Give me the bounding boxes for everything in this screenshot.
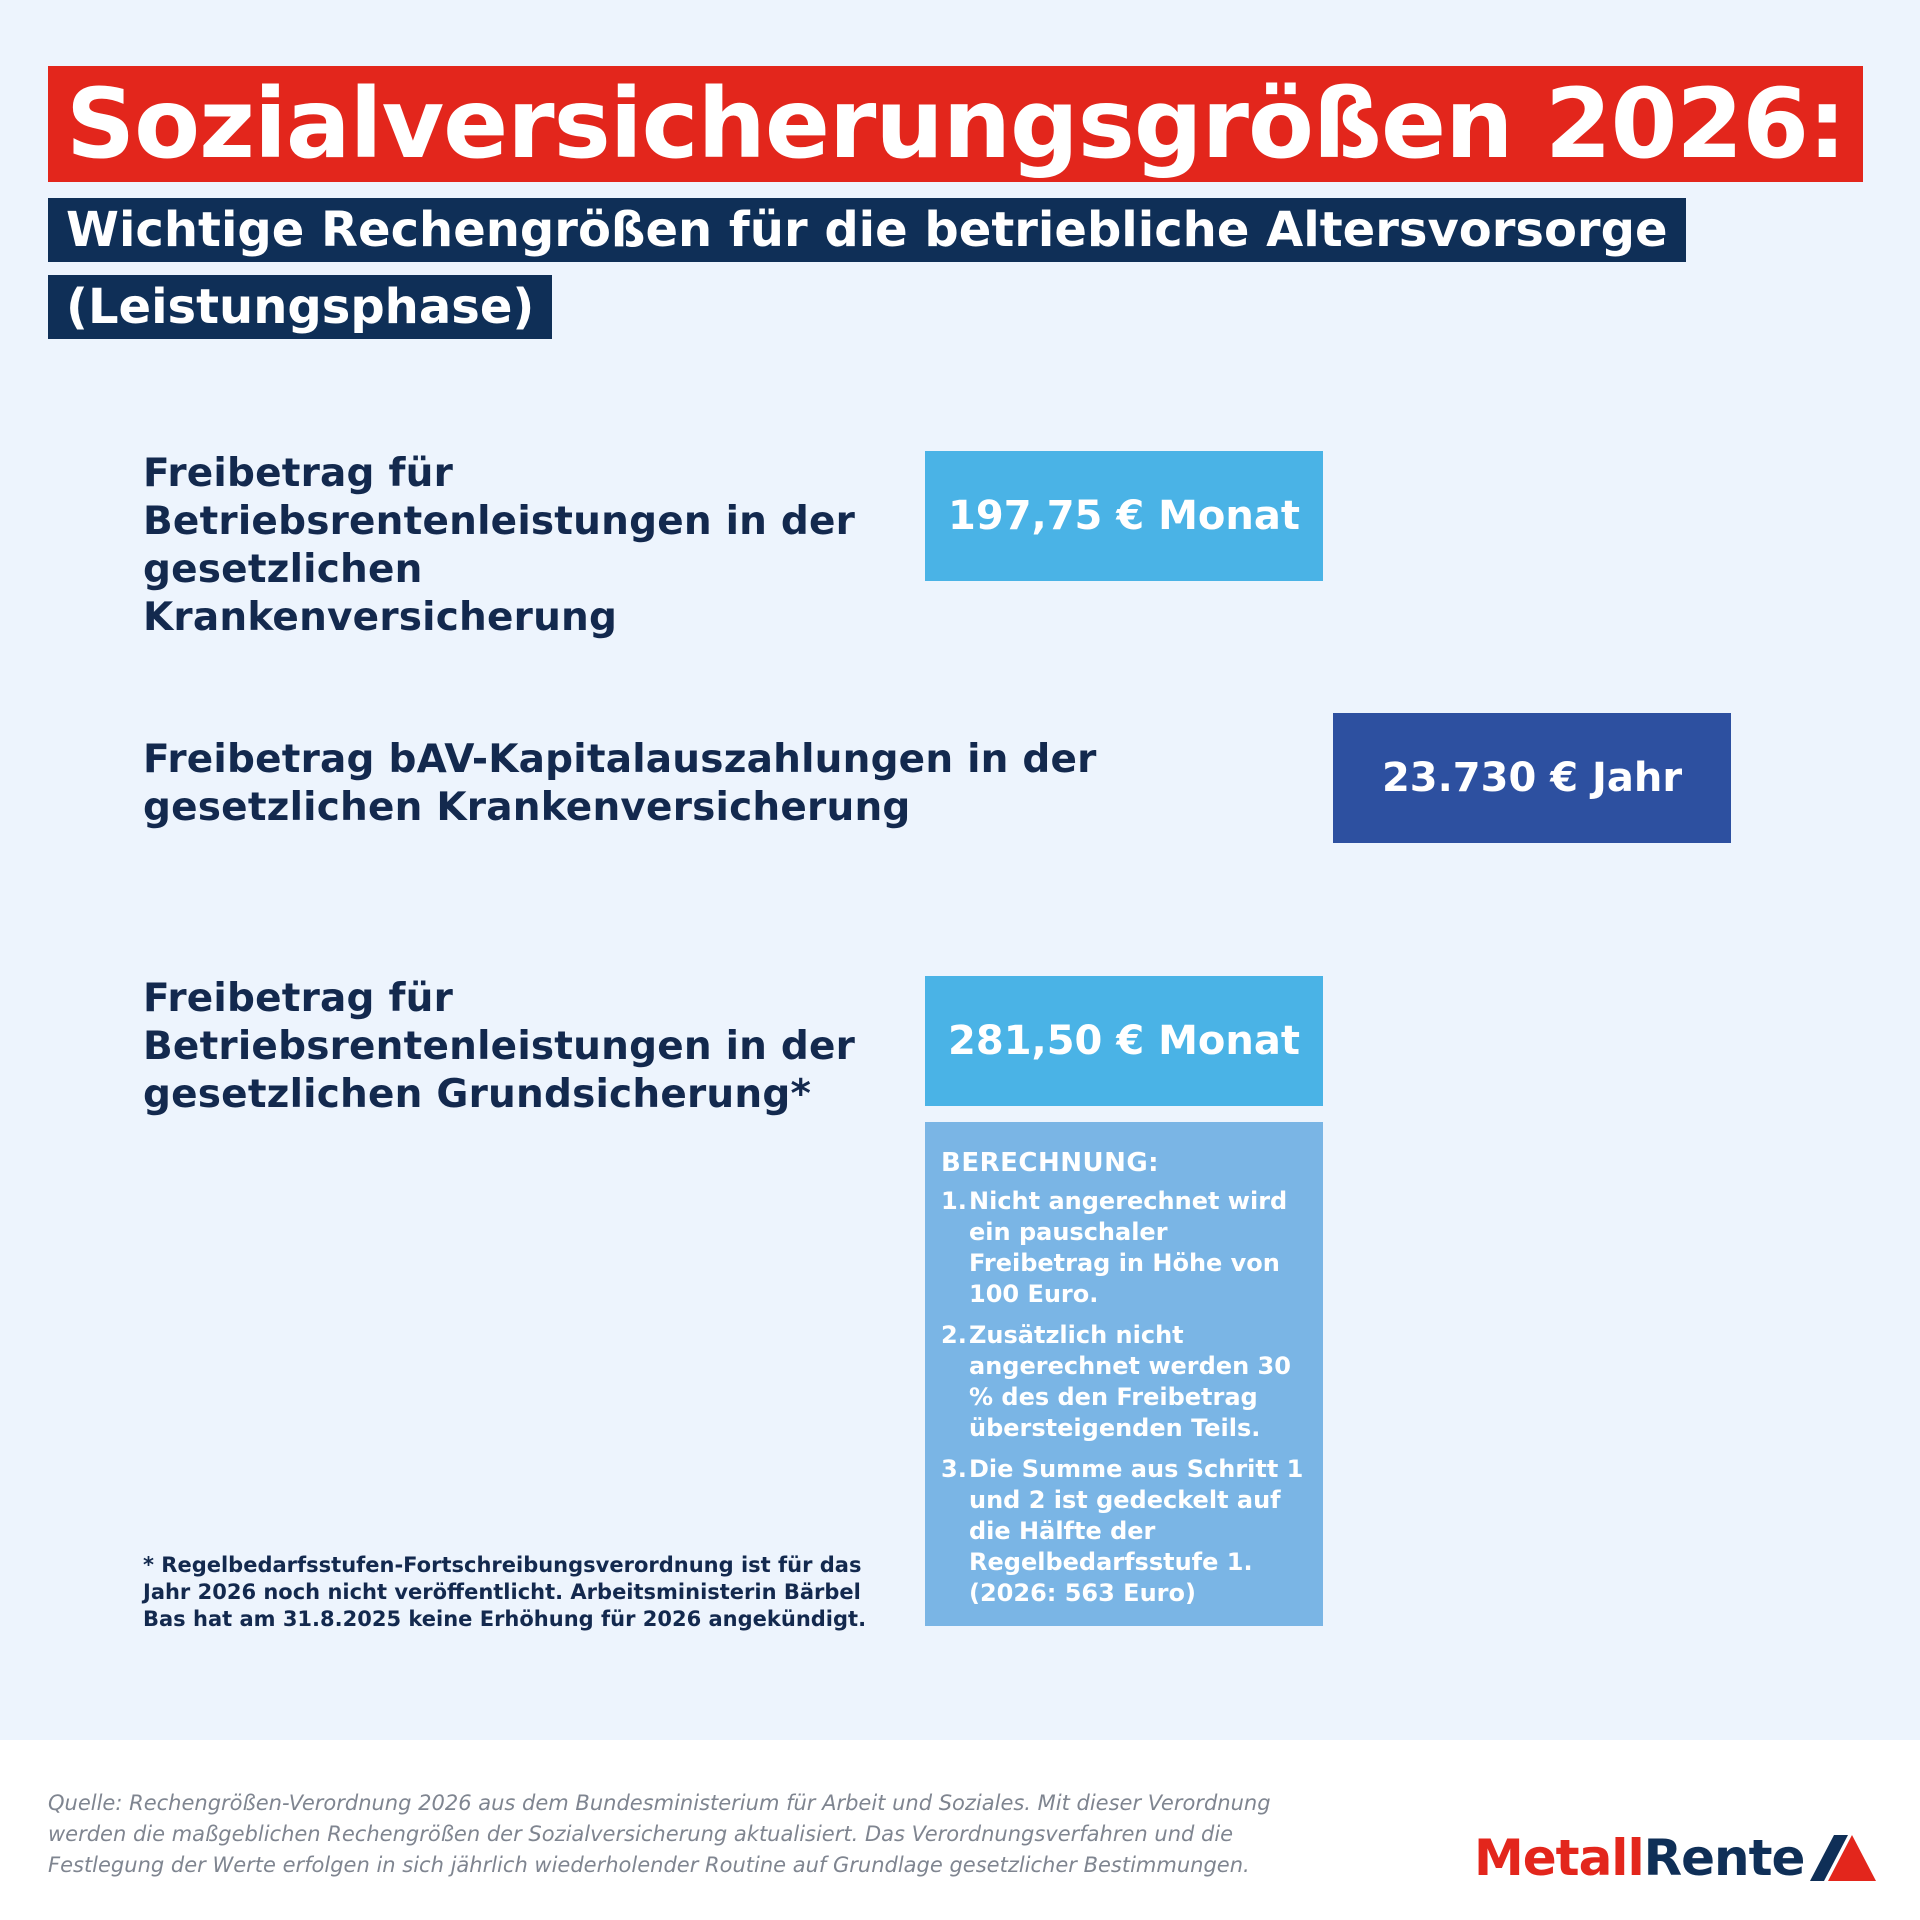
calculation-box	[925, 1122, 1323, 1626]
step-text: Die Summe aus Schritt 1 und 2 ist gedeckelt auf die Hälfte der Regelbedarfsstufe 1. (2026: 563 Euro)	[969, 1455, 1304, 1607]
calculation-step	[941, 1320, 1307, 1444]
step-number: 1.	[941, 1187, 967, 1215]
calculation-step	[941, 1454, 1307, 1609]
logo-text-metall: Metall	[1474, 1829, 1644, 1887]
item-label-kv-kapitalauszahlung: Freibetrag bAV-Kapitalauszahlungen in der gesetzlichen Krankenversicherung	[143, 737, 1097, 830]
step-text: Nicht angerechnet wird ein pauschaler Freibetrag in Höhe von 100 Euro.	[969, 1187, 1288, 1308]
value-badge-kv-kapitalauszahlung: 23.730 € Jahr	[1333, 713, 1731, 843]
calculation-step	[941, 1186, 1307, 1310]
page-title: Sozialversicherungsgrößen 2026:	[48, 66, 1863, 182]
page-subtitle-line1: Wichtige Rechengrößen für die betriebliche Altersvorsorge	[48, 198, 1686, 262]
metallrente-logo	[1474, 1828, 1876, 1888]
logo-triangle-icon	[1810, 1835, 1876, 1881]
step-number: 2.	[941, 1321, 967, 1349]
value-badge-kv-betriebsrente: 197,75 € Monat	[925, 451, 1323, 581]
item-label-grundsicherung: Freibetrag für Betriebsrentenleistungen in der gesetzlichen Grundsicherung*	[143, 976, 856, 1117]
value-badge-grundsicherung: 281,50 € Monat	[925, 976, 1323, 1106]
item-label-kv-betriebsrente: Freibetrag für Betriebsrentenleistungen in der gesetzlichen Krankenversicherung	[143, 451, 856, 640]
calculation-steps	[941, 1186, 1307, 1609]
step-text: Zusätzlich nicht angerechnet werden 30 % des den Freibetrag übersteigenden Teils.	[969, 1321, 1291, 1442]
footnote: * Regelbedarfsstufen-Fortschreibungsverordnung ist für das Jahr 2026 noch nicht veröffentlicht. Arbeitsministerin Bärbel Bas hat am 31.8.2025 keine Erhöhung für 2026 angekündigt.	[143, 1553, 867, 1631]
page-subtitle-line2: (Leistungsphase)	[48, 275, 552, 339]
footer	[0, 1740, 1920, 1920]
step-number: 3.	[941, 1455, 967, 1483]
calculation-heading: BERECHNUNG:	[941, 1148, 1160, 1178]
source-note: Quelle: Rechengrößen-Verordnung 2026 aus dem Bundesministerium für Arbeit und Soziales. Mit dieser Verordnung werden die maßgeblichen Rechengrößen der Sozialversicherung aktualisiert. Das Verordnungsverfahren und die Festlegung der Werte erfolgen in sich jährlich wiederholender Routine auf Grundlage gesetzlicher Bestimmungen.	[48, 1791, 1271, 1877]
logo-text-rente: Rente	[1643, 1829, 1805, 1887]
